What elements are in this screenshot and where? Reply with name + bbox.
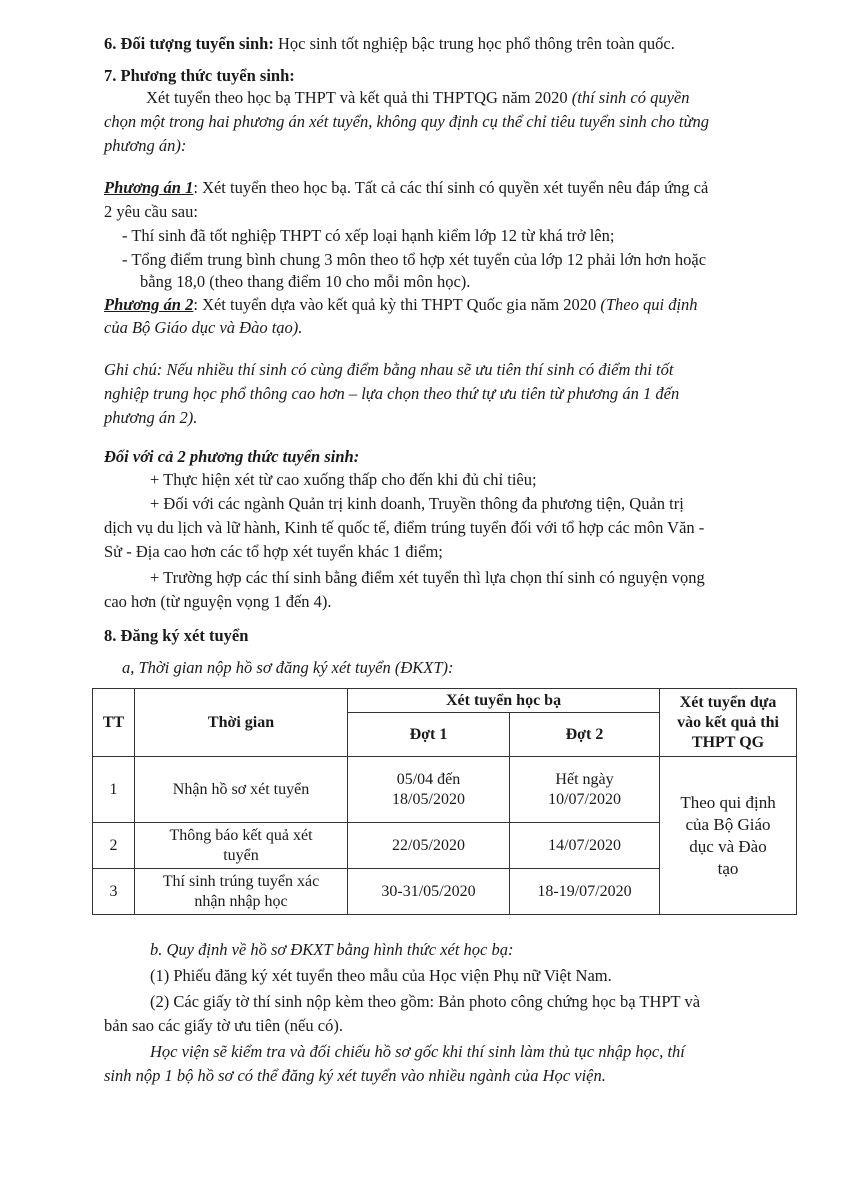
option-2-text: : Xét tuyển dựa vào kết quả kỳ thi THPT Quốc gia năm 2020 — [193, 295, 601, 314]
section-7-intro-line-1 — [146, 88, 690, 108]
cell-time — [135, 823, 348, 869]
both-item-3-line-1: + Trường hợp các thí sinh bằng điểm xét tuyển thì lựa chọn thí sinh có nguyện vọng — [150, 568, 705, 587]
section-7-heading: 7. Phương thức tuyển sinh: — [104, 66, 295, 85]
cell-time-line-1: Nhận hồ sơ xét tuyển — [172, 780, 310, 798]
note-line-3: phương án 2). — [104, 408, 198, 427]
section-7-intro-line-2: chọn một trong hai phương án xét tuyển, không quy định cụ thể chỉ tiêu tuyển sinh cho từng — [104, 112, 709, 131]
closing-line-2: sinh nộp 1 bộ hồ sơ có thể đăng ký xét tuyển vào nhiều ngành của Học viện. — [104, 1066, 606, 1085]
both-item-2-line-1: + Đối với các ngành Quản trị kinh doanh, Truyền thông đa phương tiện, Quản trị — [150, 494, 684, 513]
cell-dot-1: 22/05/2020 — [348, 823, 510, 869]
option-1-line — [104, 178, 708, 198]
option-1-text: : Xét tuyển theo học bạ. Tất cả các thí sinh có quyền xét tuyển nêu đáp ứng cả — [193, 178, 709, 197]
registration-schedule-table — [92, 688, 797, 915]
header-dot-1: Đợt 1 — [348, 713, 510, 757]
section-7-intro-line-3: phương án): — [104, 136, 187, 155]
option-1-line-2: 2 yêu cầu sau: — [104, 202, 198, 221]
note-line-2: nghiệp trung học phổ thông cao hơn – lựa chọn theo thứ tự ưu tiên từ phương án 1 đến — [104, 384, 680, 403]
header-thptqg-line-1: Xét tuyển dựa — [679, 693, 777, 711]
thptqg-rule-line-1: Theo qui định — [680, 792, 776, 812]
thptqg-rule-line-2: của Bộ Giáo — [685, 814, 771, 834]
option-2-italic: (Theo qui định — [600, 295, 698, 314]
cell-dot-2-line-1: Hết ngày — [555, 770, 614, 788]
cell-tt: 3 — [93, 869, 135, 915]
thptqg-rule-line-4: tạo — [717, 858, 739, 878]
requirement-1: (1) Phiếu đăng ký xét tuyển theo mẫu của Học viện Phụ nữ Việt Nam. — [150, 966, 612, 985]
cell-dot-1 — [348, 757, 510, 823]
cell-time — [135, 757, 348, 823]
option-2-label: Phương án 2 — [104, 295, 194, 314]
cell-time — [135, 869, 348, 915]
section-8-subheading-a: a, Thời gian nộp hồ sơ đăng ký xét tuyển (ĐKXT): — [122, 658, 454, 677]
header-thptqg-line-2: vào kết quả thi — [677, 713, 779, 731]
cell-time-line-1: Thông báo kết quả xét — [169, 826, 313, 844]
section-8-heading: 8. Đăng ký xét tuyển — [104, 626, 249, 645]
header-hocba: Xét tuyển học bạ — [348, 689, 660, 713]
option-1-label: Phương án 1 — [104, 178, 194, 197]
section-6-label: 6. Đối tượng tuyển sinh: — [104, 34, 274, 53]
cell-tt: 2 — [93, 823, 135, 869]
requirement-2-line-1: (2) Các giấy tờ thí sinh nộp kèm theo gồm: Bản photo công chứng học bạ THPT và — [150, 992, 701, 1011]
section-8-subheading-b: b. Quy định về hồ sơ ĐKXT bằng hình thức xét học bạ: — [150, 940, 514, 959]
option-1-bullet-1: - Thí sinh đã tốt nghiệp THPT có xếp loại hạnh kiểm lớp 12 từ khá trở lên; — [122, 226, 615, 245]
closing-line-1: Học viện sẽ kiểm tra và đối chiếu hồ sơ gốc khi thí sinh làm thủ tục nhập học, thí — [150, 1042, 685, 1061]
section-6-text: Học sinh tốt nghiệp bậc trung học phổ thông trên toàn quốc. — [273, 34, 675, 53]
header-dot-2: Đợt 2 — [510, 713, 660, 757]
cell-time-line-2: tuyển — [223, 846, 259, 864]
both-item-2-line-2: dịch vụ du lịch và lữ hành, Kinh tế quốc tế, điểm trúng tuyển đối với tổ hợp các môn Văn - — [104, 518, 705, 537]
cell-dot-2 — [510, 757, 660, 823]
cell-tt: 1 — [93, 757, 135, 823]
section-6 — [104, 34, 675, 54]
thptqg-rule-line-3: dục và Đào — [689, 836, 767, 856]
intro-italic: (thí sinh có quyền — [571, 88, 690, 107]
both-item-3-line-2: cao hơn (từ nguyện vọng 1 đến 4). — [104, 592, 332, 611]
intro-normal: Xét tuyển theo học bạ THPT và kết quả thi THPTQG năm 2020 — [146, 88, 572, 107]
cell-dot-1-line-1: 05/04 đến — [396, 770, 461, 788]
both-item-2-line-3: Sử - Địa cao hơn các tổ hợp xét tuyển khác 1 điểm; — [104, 542, 443, 561]
cell-dot-1-line-2: 18/05/2020 — [392, 790, 465, 808]
option-2-line — [104, 295, 698, 315]
requirement-2-line-2: bản sao các giấy tờ ưu tiên (nếu có). — [104, 1016, 343, 1035]
cell-dot-2: 18-19/07/2020 — [510, 869, 660, 915]
header-time: Thời gian — [135, 689, 348, 757]
both-methods-heading: Đối với cả 2 phương thức tuyển sinh: — [104, 447, 360, 466]
header-thptqg — [660, 689, 797, 757]
cell-thptqg-rule — [660, 757, 797, 915]
note-line-1: Ghi chú: Nếu nhiều thí sinh có cùng điểm bằng nhau sẽ ưu tiên thí sinh có điểm thi tốt — [104, 360, 674, 379]
both-item-1: + Thực hiện xét từ cao xuống thấp cho đến khi đủ chỉ tiêu; — [150, 470, 537, 489]
cell-dot-2-line-2: 10/07/2020 — [548, 790, 621, 808]
cell-dot-1: 30-31/05/2020 — [348, 869, 510, 915]
option-1-bullet-2-cont: bằng 18,0 (theo thang điểm 10 cho mỗi môn học). — [140, 272, 471, 291]
cell-time-line-1: Thí sinh trúng tuyển xác — [162, 872, 320, 890]
cell-dot-2: 14/07/2020 — [510, 823, 660, 869]
cell-time-line-2: nhận nhập học — [194, 892, 288, 910]
table-row — [93, 757, 797, 823]
header-thptqg-line-3: THPT QG — [691, 733, 765, 751]
header-tt: TT — [93, 689, 135, 757]
option-1-bullet-2: - Tổng điểm trung bình chung 3 môn theo tổ hợp xét tuyển của lớp 12 phải lớn hơn hoặc — [122, 250, 707, 269]
option-2-line-2: của Bộ Giáo dục và Đào tạo). — [104, 318, 303, 337]
